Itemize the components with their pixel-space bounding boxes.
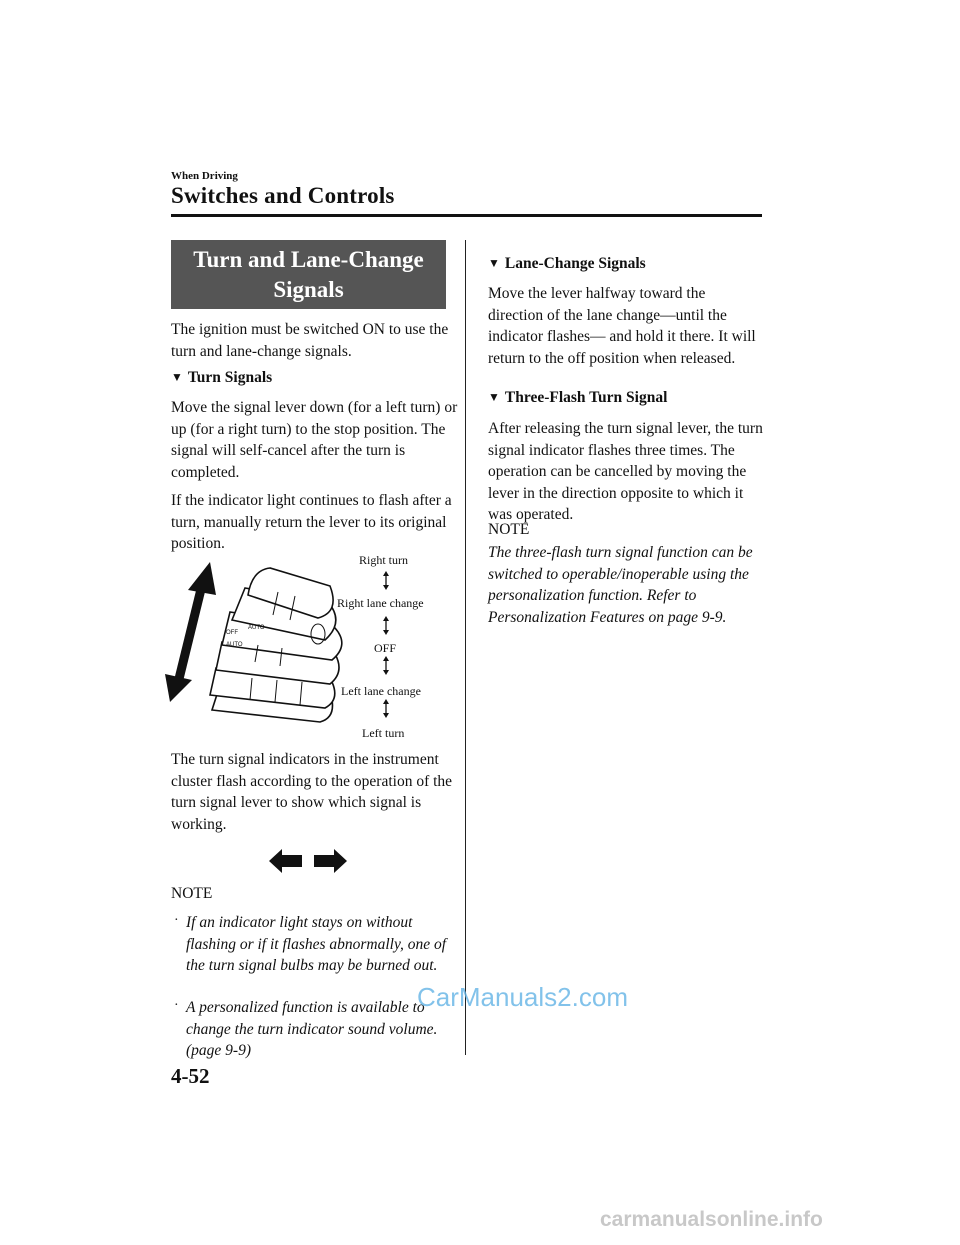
turn-signals-heading <box>171 369 272 387</box>
note-item-1: If an indicator light stays on without flashing or if it flashes abnormally, one of the turn signal bulbs may be burned out. <box>186 914 447 974</box>
signal-lever-figure <box>160 550 460 745</box>
watermark-logo: CarManuals2.com <box>417 982 628 1012</box>
triangle-down-icon: ▼ <box>488 256 500 270</box>
up-down-arrow-icon <box>165 562 216 702</box>
return-lever-paragraph: If the indicator light continues to flash after a turn, manually return the lever to its original position. <box>171 492 452 552</box>
note-heading-right: NOTE <box>488 521 530 538</box>
label-right-lane-change: Right lane change <box>337 596 424 610</box>
label-left-lane-change: Left lane change <box>341 684 421 698</box>
bullet-dot-icon: · <box>174 913 179 928</box>
column-divider <box>465 240 466 1055</box>
label-left-turn: Left turn <box>362 726 405 740</box>
three-flash-heading <box>488 389 667 407</box>
label-off: OFF <box>374 641 397 655</box>
section-label: When Driving <box>171 170 238 182</box>
lane-change-paragraph: Move the lever halfway toward the direction of the lane change―until the indicator flashes― and hold it there. It will return to the off position when released. <box>488 285 756 367</box>
note-item-2: A personalized function is available to change the turn indicator sound volume. (page 9-9) <box>186 999 438 1059</box>
turn-signals-paragraph: Move the signal lever down (for a left turn) or up (for a right turn) to the stop position. The signal will self-cancel after the turn is completed. <box>171 399 458 481</box>
intro-paragraph: The ignition must be switched ON to use the turn and lane-change signals. <box>171 321 449 360</box>
watermark-footer: carmanualsonline.info <box>600 1208 823 1231</box>
page-number: 4-52 <box>171 1064 210 1088</box>
svg-text:AUTO: AUTO <box>226 642 243 648</box>
svg-text:AUTO: AUTO <box>248 625 265 631</box>
lane-change-heading <box>488 255 646 273</box>
triangle-down-icon: ▼ <box>171 370 183 384</box>
topic-title-line1: Turn and Lane-Change <box>193 247 424 272</box>
indicator-paragraph: The turn signal indicators in the instrument cluster flash according to the operation of the turn signal lever to show which signal is working. <box>171 751 453 833</box>
three-flash-paragraph: After releasing the turn signal lever, the turn signal indicator flashes three times. The operation can be cancelled by moving the lever in the direction opposite to which it was operated. <box>488 420 763 523</box>
section-title: Switches and Controls <box>171 183 395 208</box>
svg-text:OFF: OFF <box>226 630 238 636</box>
lane-change-heading-text: Lane-Change Signals <box>504 255 646 272</box>
note-right-text: The three-flash turn signal function can be switched to operable/inoperable using the personalization function. Refer to Personalization Features on page 9-9. <box>488 544 753 626</box>
topic-title-line2: Signals <box>273 277 344 302</box>
topic-title-box <box>171 240 446 309</box>
three-flash-heading-text: Three-Flash Turn Signal <box>504 389 668 406</box>
bullet-dot-icon: · <box>174 998 179 1013</box>
label-right-turn: Right turn <box>359 553 409 567</box>
header-rule <box>171 214 762 217</box>
note-heading-left: NOTE <box>171 885 213 902</box>
turn-indicator-arrows-icon <box>269 848 347 874</box>
turn-signals-heading-text: Turn Signals <box>187 369 273 386</box>
triangle-down-icon: ▼ <box>488 390 500 404</box>
